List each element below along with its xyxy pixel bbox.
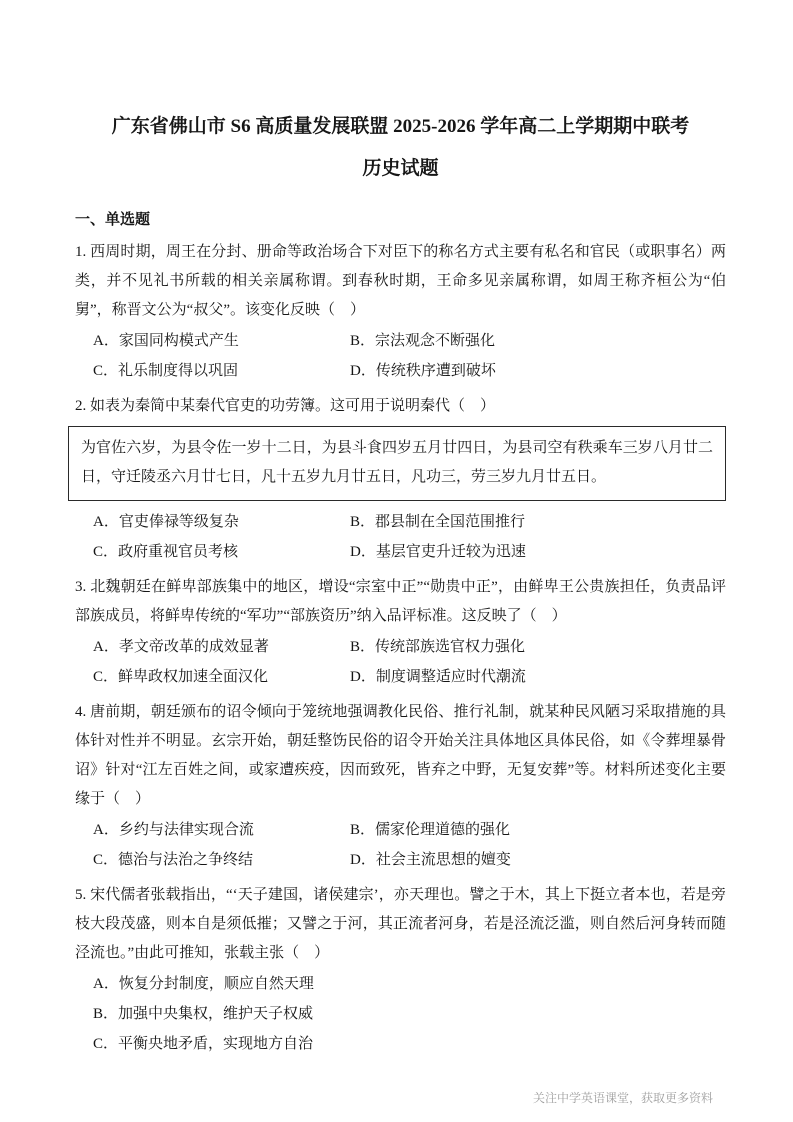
- question-3: [75, 573, 726, 692]
- question-2-option-a: A．官吏俸禄等级复杂: [93, 514, 239, 530]
- question-1-option-c: C．礼乐制度得以巩固: [93, 363, 239, 379]
- question-2-stem: 2. 如表为秦简中某秦代官吏的功劳簿。这可用于说明秦代（ ）: [75, 398, 496, 414]
- question-5-option-b: B．加强中央集权，维护天子权威: [93, 1006, 314, 1022]
- exam-subtitle: 历史试题: [362, 158, 439, 179]
- question-1-option-a: A．家国同构模式产生: [93, 333, 239, 349]
- question-4-options: [75, 815, 726, 875]
- question-1-options: [75, 326, 726, 386]
- question-3-option-d: D．制度调整适应时代潮流: [350, 669, 526, 685]
- page-footer: 关注中学英语课堂，获取更多资料: [532, 1091, 713, 1105]
- question-2-options: [75, 507, 726, 567]
- question-1: [75, 238, 726, 386]
- question-2-option-c: C．政府重视官员考核: [93, 544, 239, 560]
- question-2-option-d: D．基层官吏升迁较为迅速: [350, 544, 526, 560]
- question-5-option-c: C．平衡央地矛盾，实现地方自治: [93, 1036, 314, 1052]
- question-1-option-d: D．传统秩序遭到破坏: [350, 363, 496, 379]
- question-4-option-b: B．儒家伦理道德的强化: [350, 822, 511, 838]
- section-heading: 一、单选题: [75, 212, 151, 228]
- question-2: [75, 392, 726, 567]
- question-5: [75, 881, 726, 1059]
- question-4-option-c: C．德治与法治之争终结: [93, 852, 254, 868]
- question-3-option-a: A．孝文帝改革的成效显著: [93, 639, 269, 655]
- question-4: [75, 698, 726, 875]
- question-5-options: [75, 969, 726, 1059]
- question-3-option-b: B．传统部族选官权力强化: [350, 639, 526, 655]
- merit-record-box: [68, 426, 726, 501]
- question-5-stem: 5. 宋代儒者张载指出，“‘天子建国，诸侯建宗’，亦天理也。譬之于木，其上下挺立者本也，若是旁枝大段茂盛，则本自是须低摧；又譬之于河，其正流者河身，若是泾流泛滥，则自然后河身转而随泾流也。”由此可推知，张载主张（ ）: [75, 887, 726, 961]
- question-4-stem: 4. 唐前期，朝廷颁布的诏令倾向于笼统地强调教化民俗、推行礼制，就某种民风陋习采取措施的具体针对性并不明显。玄宗开始，朝廷整饬民俗的诏令开始关注具体地区具体民俗，如《令葬埋暴骨诏》针对“江左百姓之间，或家遭疾疫，因而致死，皆弃之中野，无复安葬”等。材料所述变化主要缘于（ ）: [75, 704, 726, 807]
- merit-record-text: 为官佐六岁，为县令佐一岁十二日，为县斗食四岁五月廿四日，为县司空有秩乘车三岁八月廿二日，守迁陵丞六月廿七日，凡十五岁九月廿五日，凡功三，劳三岁九月廿五日。: [81, 440, 713, 485]
- question-5-option-a: A．恢复分封制度，顺应自然天理: [93, 976, 314, 992]
- question-3-options: [75, 632, 726, 692]
- exam-title: 广东省佛山市 S6 高质量发展联盟 2025-2026 学年高二上学期期中联考: [111, 116, 690, 137]
- question-2-option-b: B．郡县制在全国范围推行: [350, 514, 526, 530]
- question-3-stem: 3. 北魏朝廷在鲜卑部族集中的地区，增设“宗室中正”“勋贵中正”，由鲜卑王公贵族担任，负责品评部族成员，将鲜卑传统的“军功”“部族资历”纳入品评标准。这反映了（ ）: [75, 579, 726, 624]
- question-3-option-c: C．鲜卑政权加速全面汉化: [93, 669, 269, 685]
- question-4-option-a: A．乡约与法律实现合流: [93, 822, 254, 838]
- question-1-option-b: B．宗法观念不断强化: [350, 333, 496, 349]
- question-4-option-d: D．社会主流思想的嬗变: [350, 852, 511, 868]
- question-1-stem: 1. 西周时期，周王在分封、册命等政治场合下对臣下的称名方式主要有私名和官民（或职事名）两类，并不见礼书所载的相关亲属称谓。到春秋时期，王命多见亲属称谓，如周王称齐桓公为“伯舅”，称晋文公为“叔父”。该变化反映（ ）: [75, 244, 726, 318]
